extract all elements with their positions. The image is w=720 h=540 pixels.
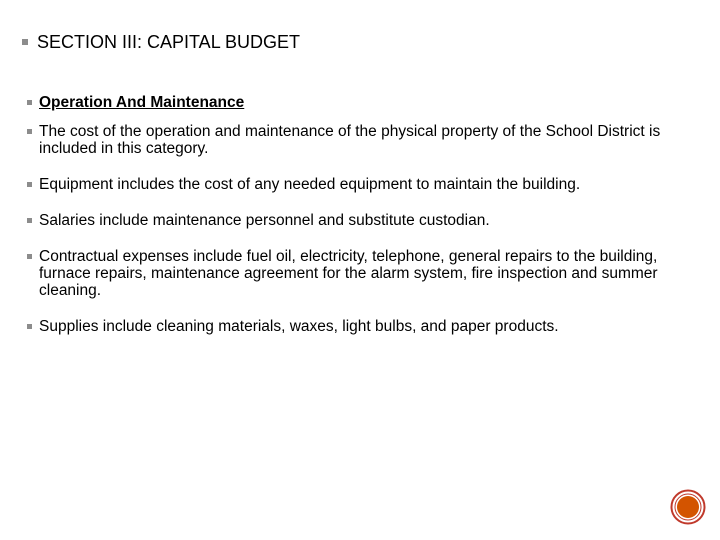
list-item: [27, 212, 687, 229]
list-item: [27, 123, 687, 157]
square-bullet-icon: [27, 254, 32, 259]
list-item-text: Equipment includes the cost of any needed equipment to maintain the building.: [39, 176, 581, 193]
square-bullet-icon: [27, 129, 32, 134]
slide-title-row: [22, 30, 702, 54]
list-item: [27, 318, 687, 335]
section-heading: Operation And Maintenance: [39, 94, 245, 111]
square-bullet-icon: [27, 182, 32, 187]
list-item-text: The cost of the operation and maintenance of the physical property of the School District is included in this category.: [39, 123, 661, 157]
list-item: [27, 176, 687, 193]
circular-logo-icon: [670, 489, 706, 525]
slide-body: [27, 94, 687, 345]
slide-title: SECTION III: CAPITAL BUDGET: [37, 32, 301, 52]
square-bullet-icon: [27, 100, 32, 105]
square-bullet-icon: [27, 218, 32, 223]
square-bullet-icon: [22, 39, 28, 45]
list-item-text: Contractual expenses include fuel oil, electricity, telephone, general repairs to the building, furnace repairs, maintenance agreement for the alarm system, fire inspection and summer cleaning.: [39, 248, 658, 299]
list-item: [27, 248, 687, 299]
list-item-text: Salaries include maintenance personnel and substitute custodian.: [39, 212, 490, 229]
square-bullet-icon: [27, 324, 32, 329]
list-item-text: Supplies include cleaning materials, waxes, light bulbs, and paper products.: [39, 318, 559, 335]
list-item-heading: [27, 94, 687, 111]
